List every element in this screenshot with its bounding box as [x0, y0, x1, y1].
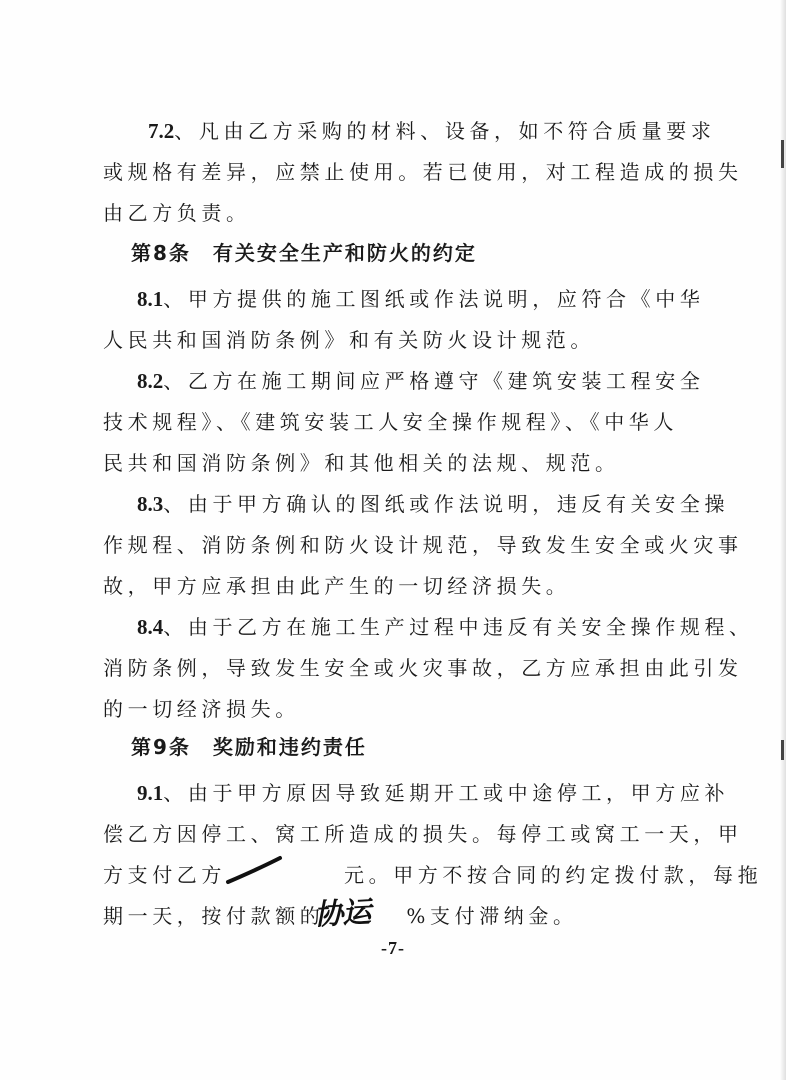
- handwritten-slash-mark: [222, 852, 302, 892]
- clause-text: 方支付乙方: [103, 863, 226, 887]
- clause-text: 期一天，按付款额的: [103, 904, 325, 928]
- clause-number: 8.4: [137, 615, 164, 639]
- clause-8-2-line-3: 民共和国消防条例》和其他相关的法规、规范。: [103, 451, 620, 475]
- article-9-heading: 第9条 奖励和违约责任: [131, 735, 367, 759]
- clause-text: 、凡由乙方采购的材料、设备，如不符合质量要求: [174, 119, 716, 143]
- clause-8-3-line-3: 故，甲方应承担由此产生的一切经济损失。: [103, 574, 571, 598]
- scan-edge-mark: [781, 740, 784, 760]
- clause-8-3-line-1: [137, 491, 729, 517]
- clause-7-2-line-3: 由乙方负责。: [103, 201, 251, 225]
- clause-text: 、乙方在施工期间应严格遵守《建筑安装工程安全: [163, 369, 705, 393]
- clause-number: 8.3: [137, 492, 164, 516]
- clause-number: 8.1: [137, 287, 164, 311]
- clause-text: 、甲方提供的施工图纸或作法说明，应符合《中华: [163, 287, 705, 311]
- clause-text: 元。甲方不按合同的约定拨付款，每拖: [344, 863, 763, 887]
- clause-7-2-line-1: [148, 118, 715, 144]
- clause-8-1-line-2: 人民共和国消防条例》和有关防火设计规范。: [103, 328, 595, 352]
- clause-8-4-line-3: 的一切经济损失。: [103, 697, 300, 721]
- clause-8-2-line-1: [137, 368, 704, 394]
- clause-8-3-line-2: 作规程、消防条例和防火设计规范，导致发生安全或火灾事: [103, 533, 743, 557]
- clause-8-4-line-1: [137, 614, 754, 640]
- clause-number: 9.1: [137, 781, 164, 805]
- clause-8-1-line-1: [137, 286, 704, 312]
- clause-8-2-line-2: 技术规程》、《建筑安装工人安全操作规程》、《中华人: [103, 410, 678, 434]
- clause-text: 、由于乙方在施工生产过程中违反有关安全操作规程、: [163, 615, 754, 639]
- clause-number: 8.2: [137, 369, 164, 393]
- handwritten-rate-value: 协运: [313, 894, 371, 932]
- clause-9-1-line-1: [137, 780, 729, 806]
- scan-edge-mark: [781, 140, 784, 168]
- page-number: -7-: [381, 938, 405, 958]
- clause-9-1-line-2: 偿乙方因停工、窝工所造成的损失。每停工或窝工一天，甲: [103, 822, 743, 846]
- clause-9-1-line-3: [103, 862, 762, 890]
- clause-8-4-line-2: 消防条例，导致发生安全或火灾事故，乙方应承担由此引发: [103, 656, 743, 680]
- clause-text: %支付滞纳金。: [406, 904, 578, 928]
- clause-text: 、由于甲方原因导致延期开工或中途停工，甲方应补: [163, 781, 730, 805]
- article-8-heading: 第8条 有关安全生产和防火的约定: [131, 241, 477, 265]
- clause-number: 7.2: [148, 119, 175, 143]
- clause-text: 、由于甲方确认的图纸或作法说明，违反有关安全操: [163, 492, 730, 516]
- clause-7-2-line-2: 或规格有差异，应禁止使用。若已使用，对工程造成的损失: [103, 160, 743, 184]
